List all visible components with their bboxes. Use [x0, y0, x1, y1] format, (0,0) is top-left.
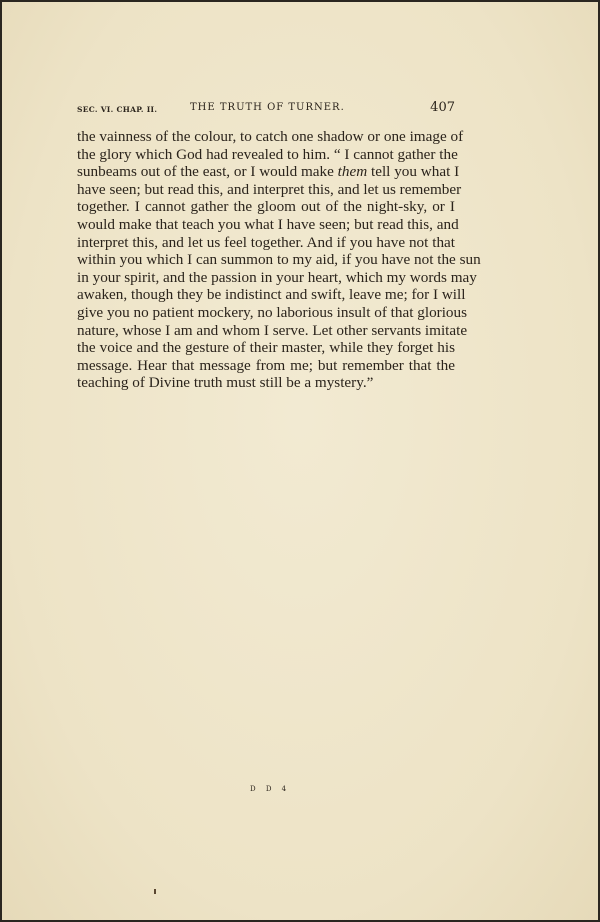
emphasis: them — [337, 163, 368, 181]
text-line: nature, whose I am and whom I serve. Let other servants imitate — [77, 321, 468, 339]
text-line: message. Hear that message from me; but remember that the — [77, 356, 455, 374]
running-title: THE TRUTH OF TURNER. — [190, 102, 345, 113]
text-line: sunbeams out of the east, or I would make them tell you what I — [77, 163, 460, 181]
text-line: give you no patient mockery, no laborious insult of that glorious — [77, 303, 468, 321]
section-label: SEC. VI. CHAP. II. — [77, 105, 158, 114]
text-line: within you which I can summon to my aid, if you have not the sun — [77, 251, 481, 269]
text-line: have seen; but read this, and interpret this, and let us remember — [77, 180, 462, 198]
text-line: awaken, though they be indistinct and swift, leave me; for I will — [77, 286, 466, 304]
text-line: together. I cannot gather the gloom out of the night-sky, or I — [77, 198, 455, 216]
page-number: 407 — [430, 100, 455, 115]
book-page — [2, 2, 598, 920]
text-line: in your spirit, and the passion in your heart, which my words may — [77, 268, 477, 286]
paper-speck — [154, 889, 156, 894]
text-line: the voice and the gesture of their master, while they forget his — [77, 339, 455, 357]
text-line: would make that teach you what I have seen; but read this, and — [77, 215, 459, 233]
running-header — [77, 100, 455, 118]
text-line: teaching of Divine truth must still be a mystery.” — [77, 374, 374, 392]
text-line: the glory which God had revealed to him. “ I cannot gather the — [77, 145, 458, 163]
text-line: the vainness of the colour, to catch one shadow or one image of — [77, 128, 464, 145]
body-text — [77, 128, 481, 392]
text-line: interpret this, and let us feel together. And if you have not that — [77, 233, 455, 251]
signature-mark: D D 4 — [250, 785, 291, 793]
